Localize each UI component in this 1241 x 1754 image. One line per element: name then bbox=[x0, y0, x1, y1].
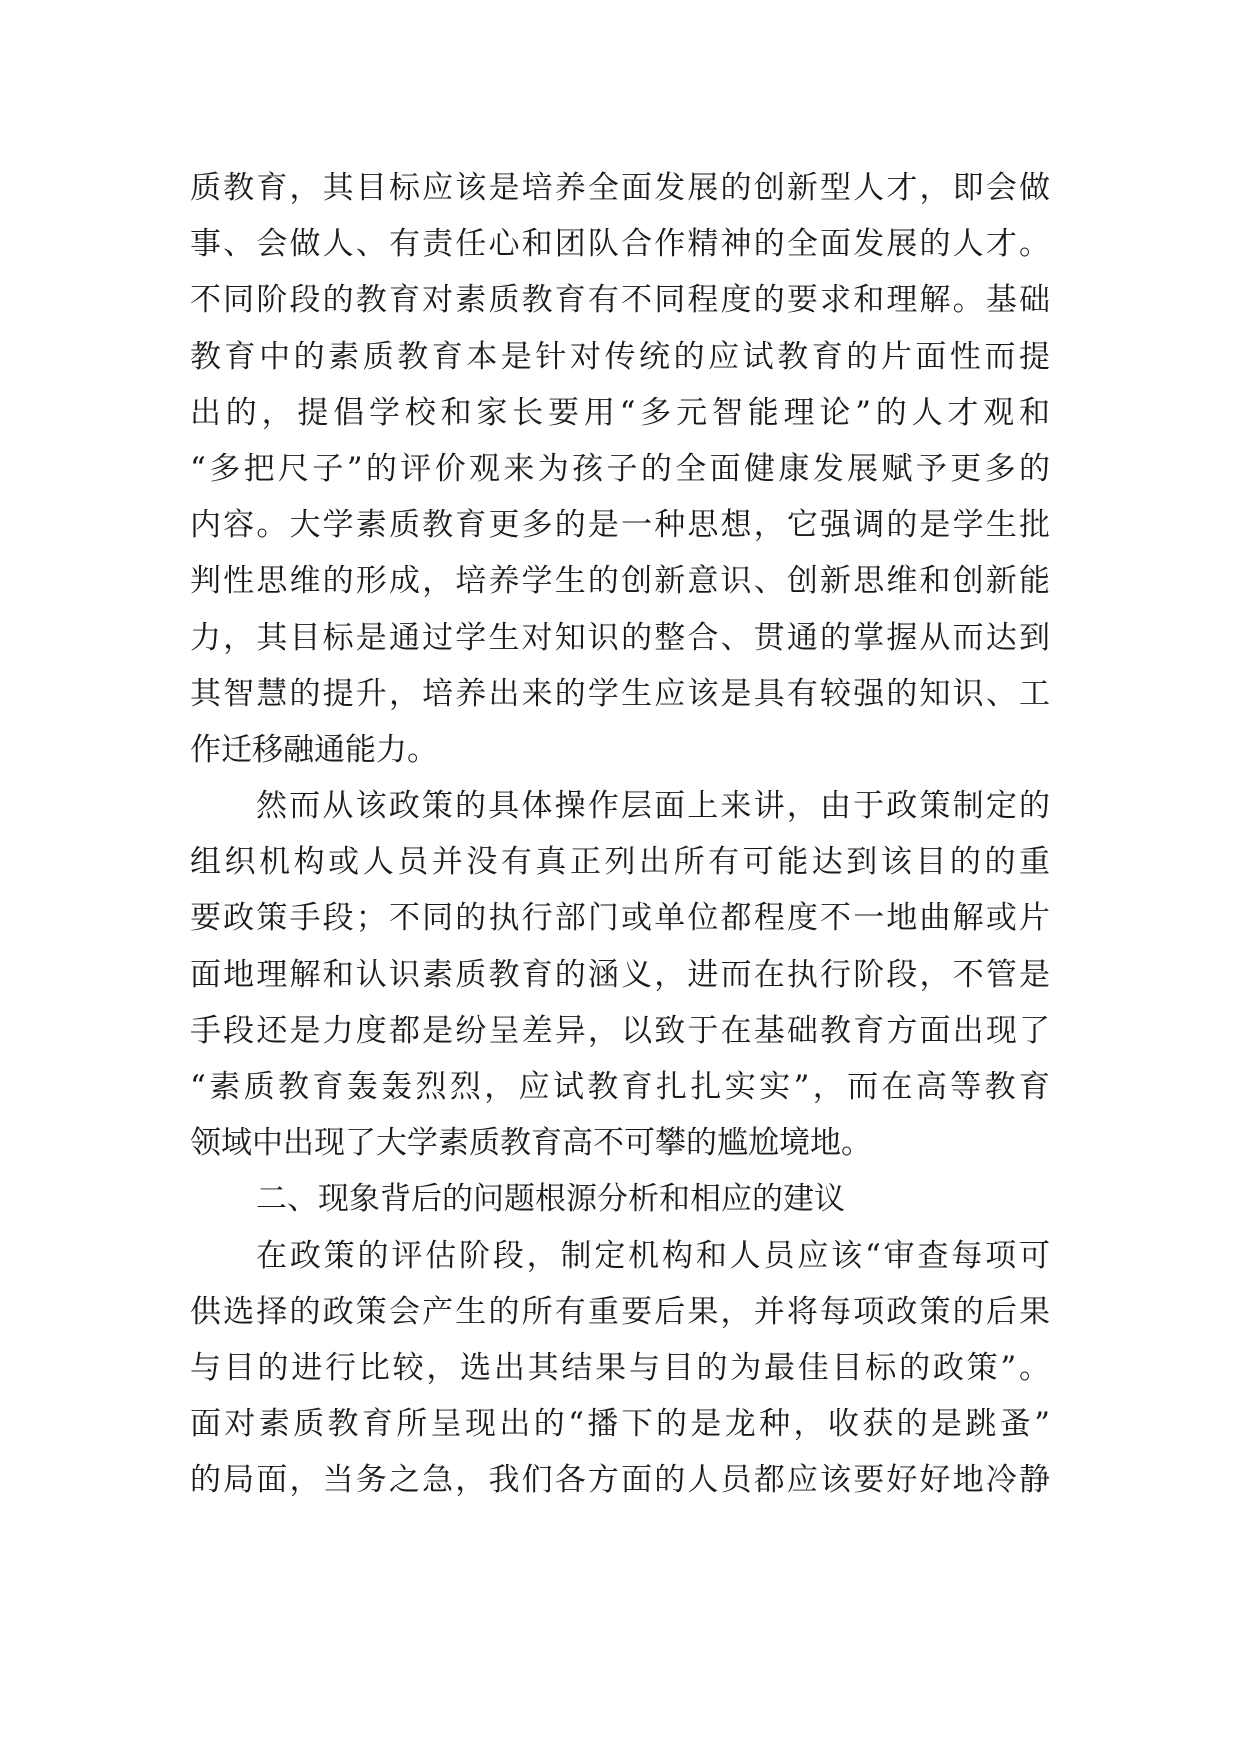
text-line: 质教育，其目标应该是培养全面发展的创新型人才，即会做 bbox=[190, 170, 1050, 206]
text-line: 事、会做人、有责任心和团队合作精神的全面发展的人才。 bbox=[190, 226, 1050, 263]
text-line: “素质教育轰轰烈烈，应试教育扎扎实实”，而在高等教育 bbox=[190, 1069, 1050, 1105]
text-line: 教育中的素质教育本是针对传统的应试教育的片面性而提 bbox=[190, 338, 1050, 375]
text-line: 组织机构或人员并没有真正列出所有可能达到该目的的重 bbox=[190, 844, 1050, 881]
text-line: 面对素质教育所呈现出的“播下的是龙种，收获的是跳蚤” bbox=[190, 1406, 1050, 1443]
text-line: 力，其目标是通过学生对知识的整合、贯通的掌握从而达到 bbox=[190, 619, 1050, 656]
text-line: 要政策手段；不同的执行部门或单位都程度不一地曲解或片 bbox=[190, 900, 1050, 937]
text-line: 作迁移融通能力。 bbox=[190, 731, 438, 768]
text-line: 与目的进行比较，选出其结果与目的为最佳目标的政策”。 bbox=[190, 1349, 1050, 1386]
text-line: 出的，提倡学校和家长要用“多元智能理论”的人才观和 bbox=[190, 394, 1050, 431]
text-line: 判性思维的形成，培养学生的创新意识、创新思维和创新能 bbox=[190, 563, 1050, 600]
section-heading: 二、现象背后的问题根源分析和相应的建议 bbox=[256, 1181, 845, 1218]
text-line: 供选择的政策会产生的所有重要后果，并将每项政策的后果 bbox=[190, 1293, 1050, 1330]
text-line: 领域中出现了大学素质教育高不可攀的尴尬境地。 bbox=[190, 1125, 872, 1162]
text-line: 其智慧的提升，培养出来的学生应该是具有较强的知识、工 bbox=[190, 675, 1050, 712]
text-line: 不同阶段的教育对素质教育有不同程度的要求和理解。基础 bbox=[190, 282, 1050, 319]
text-line: “多把尺子”的评价观来为孩子的全面健康发展赋予更多的 bbox=[190, 450, 1050, 487]
paragraph-start-line: 在政策的评估阶段，制定机构和人员应该“审查每项可 bbox=[256, 1237, 1050, 1274]
text-line: 的局面，当务之急，我们各方面的人员都应该要好好地冷静 bbox=[190, 1462, 1050, 1499]
paragraph-start-line: 然而从该政策的具体操作层面上来讲，由于政策制定的 bbox=[256, 788, 1050, 825]
text-line: 内容。大学素质教育更多的是一种思想，它强调的是学生批 bbox=[190, 507, 1050, 544]
text-line: 手段还是力度都是纷呈差异，以致于在基础教育方面出现了 bbox=[190, 1012, 1050, 1049]
document-page bbox=[190, 160, 1050, 1509]
text-line: 面地理解和认识素质教育的涵义，进而在执行阶段，不管是 bbox=[190, 956, 1050, 993]
